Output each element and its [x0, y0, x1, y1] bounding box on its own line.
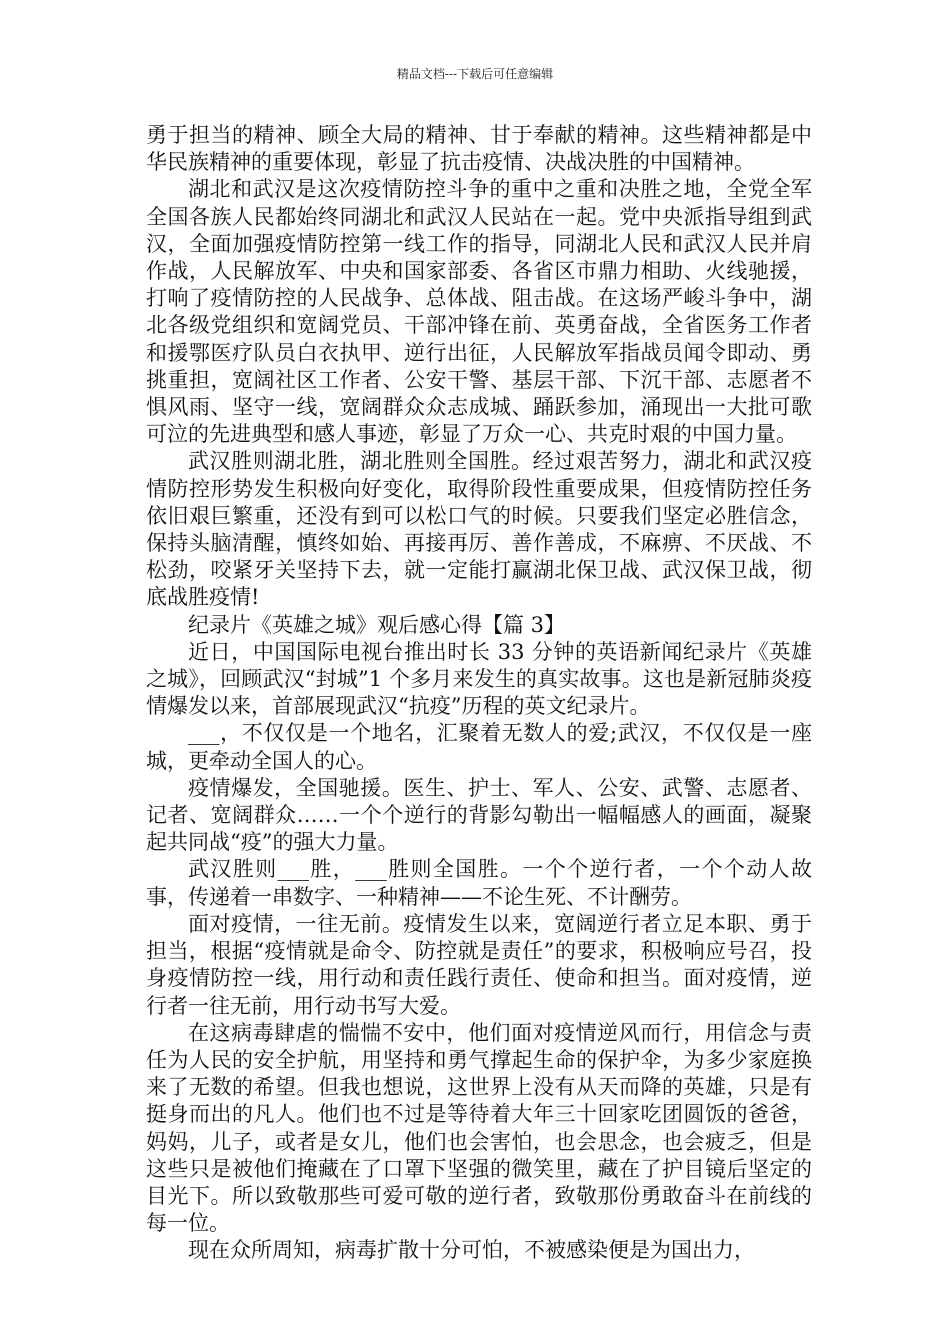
- paragraph-8: 面对疫情，一往无前。疫情发生以来，宽阔逆行者立足本职、勇于担当，根据“疫情就是命令、防控就是责任”的要求，积极响应号召，投身疫情防控一线，用行动和责任践行责任、使命和担当。面对疫情，逆行者一往无前，用行动书写大爱。: [146, 911, 812, 1018]
- paragraph-6: 疫情爆发，全国驰援。医生、护士、军人、公安、武警、志愿者、记者、宽阔群众……一个个逆行的背影勾勒出一幅幅感人的画面，凝聚起共同战“疫”的强大力量。: [146, 775, 812, 855]
- paragraph-4: 近日，中国国际电视台推出时长 33 分钟的英语新闻纪录片《英雄之城》，回顾武汉“封城”1 个多月来发生的真实故事。这也是新冠肺炎疫情爆发以来，首部展现武汉“抗疫”历程的英文纪录片。: [146, 639, 812, 719]
- paragraph-9: 在这病毒肆虐的惴惴不安中，他们面对疫情逆风而行，用信念与责任为人民的安全护航，用坚持和勇气撑起生命的保护伞，为多少家庭换来了无数的希望。但我也想说，这世界上没有从天而降的英雄，只是有挺身而出的凡人。他们也不过是等待着大年三十回家吃团圆饭的爸爸，妈妈，儿子，或者是女儿，他们也会害怕，也会思念，也会疲乏，但是这些只是被他们掩藏在了口罩下坚强的微笑里，藏在了护目镜后坚定的目光下。所以致敬那些可爱可敬的逆行者，致敬那份勇敢奋斗在前线的每一位。: [146, 1020, 812, 1236]
- paragraph-1: 勇于担当的精神、顾全大局的精神、甘于奉献的精神。这些精神都是中华民族精神的重要体现，彰显了抗击疫情、决战决胜的中国精神。: [146, 123, 812, 175]
- section-heading: 纪录片《英雄之城》观后感心得【篇 3】: [188, 612, 566, 637]
- paragraph-2: 湖北和武汉是这次疫情防控斗争的重中之重和决胜之地，全党全军全国各族人民都始终同湖北和武汉人民站在一起。党中央派指导组到武汉，全面加强疫情防控第一线工作的指导，同湖北人民和武汉人民并肩作战，人民解放军、中央和国家部委、各省区市鼎力相助、火线驰援，打响了疫情防控的人民战争、总体战、阻击战。在这场严峻斗争中，湖北各级党组织和宽阔党员、干部冲锋在前、英勇奋战，全省医务工作者和援鄂医疗队员白衣执甲、逆行出征，人民解放军指战员闻令即动、勇挑重担，宽阔社区工作者、公安干警、基层干部、下沉干部、志愿者不惧风雨、坚守一线，宽阔群众众志成城、踊跃参加，涌现出一大批可歌可泣的先进典型和感人事迹，彰显了万众一心、共克时艰的中国力量。: [146, 177, 812, 447]
- paragraph-10: 现在众所周知，病毒扩散十分可怕，不被感染便是为国出力，: [188, 1238, 755, 1263]
- paragraph-7: 武汉胜则___胜，___胜则全国胜。一个个逆行者，一个个动人故事，传递着一串数字、一种精神——不论生死、不计酬劳。: [146, 857, 812, 909]
- paragraph-3: 武汉胜则湖北胜，湖北胜则全国胜。经过艰苦努力，湖北和武汉疫情防控形势发生积极向好变化，取得阶段性重要成果，但疫情防控任务依旧艰巨繁重，还没有到可以松口气的时候。只要我们坚定必胜信念，保持头脑清醒，慎终如始、再接再厉、善作善成，不麻痹、不厌战、不松劲，咬紧牙关坚持下去，就一定能打赢湖北保卫战、武汉保卫战，彻底战胜疫情!: [146, 449, 812, 610]
- page-header: 精品文档---下载后可任意编辑: [396, 67, 554, 81]
- document-body: [146, 122, 812, 1265]
- paragraph-5: ___，不仅仅是一个地名，汇聚着无数人的爱;武汉，不仅仅是一座城，更牵动全国人的心。: [146, 721, 812, 773]
